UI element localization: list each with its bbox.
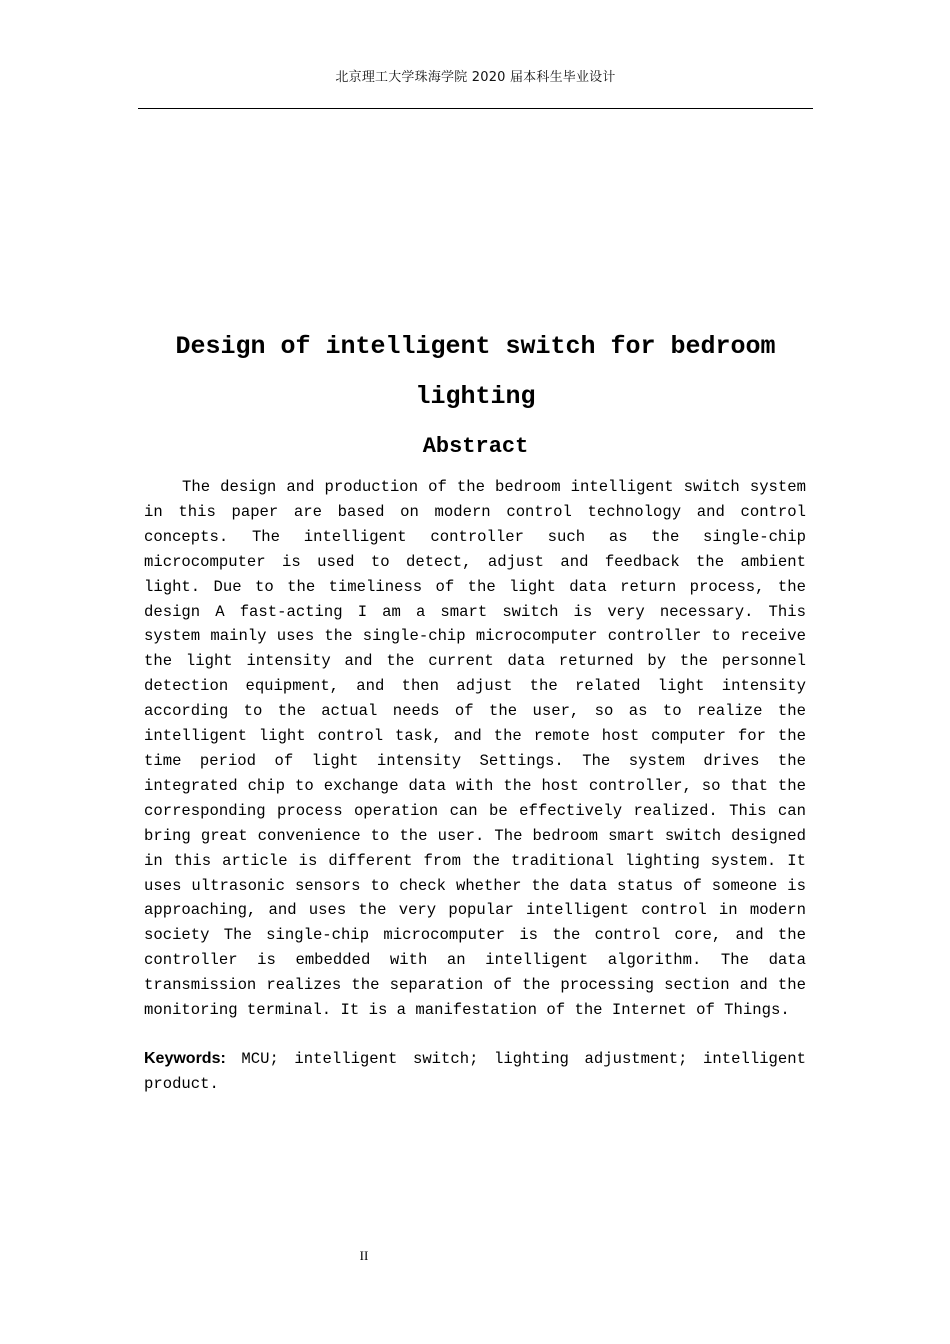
document-title-line-2: lighting — [415, 382, 536, 411]
keywords-label: Keywords: — [144, 1050, 226, 1067]
page-number: II — [359, 1248, 369, 1263]
abstract-body: The design and production of the bedroom intelligent switch system in this paper are based on modern control technology and control concepts. The intelligent controller such as the single-chip microcomputer is used to detect, adjust and feedback the ambient light. Due to the timeliness of the light data return process, the design A fast-acting I am a smart switch is very necessary. This system mainly uses the single-chip microcomputer controller to receive the light intensity and the current data returned by the personnel detection equipment, and then adjust the related light intensity according to the actual needs of the user, so as to realize the intelligent light control task, and the remote host computer for the time period of light intensity Settings. The system drives the integrated chip to exchange data with the host controller, so that the corresponding process operation can be effectively realized. This can bring great convenience to the user. The bedroom smart switch designed in this article is different from the traditional lighting system. It uses ultrasonic sensors to check whether the data status of someone is approaching, and uses the very popular intelligent control in modern society The single-chip microcomputer is the control core, and the controller is embedded with an intelligent algorithm. The data transmission realizes the separation of the processing section and the monitoring terminal. It is a manifestation of the Internet of Things. — [144, 478, 806, 1020]
page-header: 北京理工大学珠海学院 2020 届本科生毕业设计 — [335, 70, 616, 85]
abstract-heading: Abstract — [422, 434, 529, 459]
header-divider — [138, 108, 813, 109]
keywords-paragraph — [144, 1047, 806, 1097]
document-title-line-1: Design of intelligent switch for bedroom — [175, 332, 776, 361]
document-title — [138, 322, 813, 422]
keywords-text: MCU; intelligent switch; lighting adjustment; intelligent product. — [144, 1050, 806, 1093]
